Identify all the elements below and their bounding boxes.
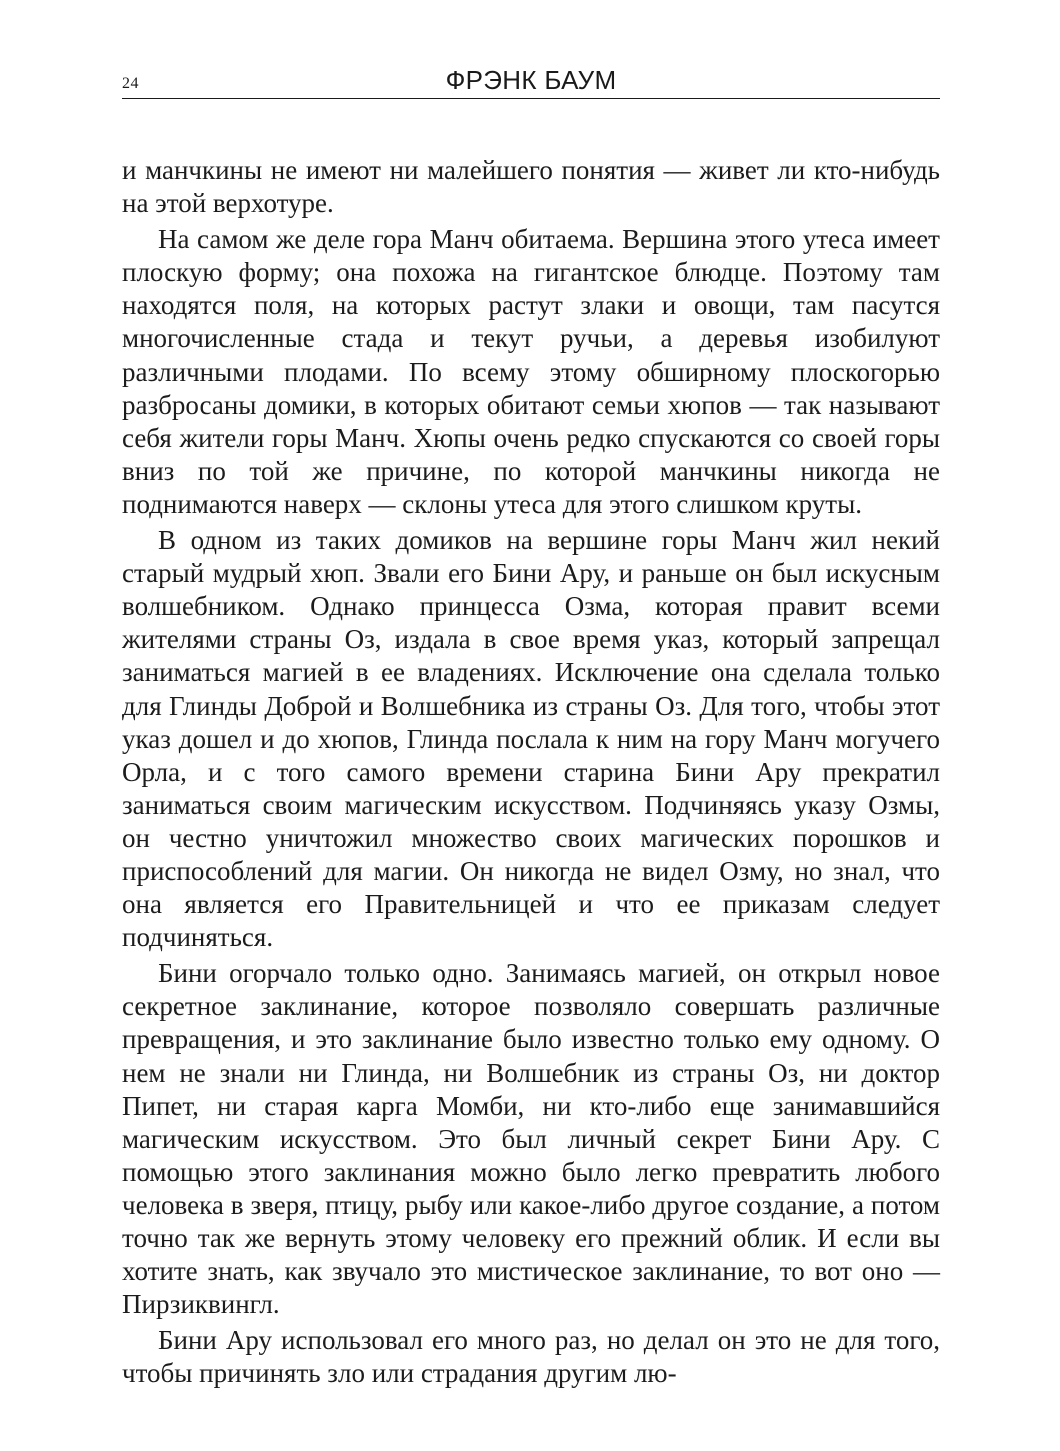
paragraph: Бини огорчало только одно. Занимаясь магией, он открыл новое секретное заклинание, которое позволяло совершать различные превращения, и это заклинание было известно только ему одному. О нем не знали ни Глинда, ни Волшебник из страны Оз, ни доктор Пипет, ни старая карга Момби, ни кто-либо еще занимавшийся магическим искусством. Это был личный секрет Бини Ару. С помощью этого заклинания можно было легко превратить любого человека в зверя, птицу, рыбу или какое-либо другое создание, а потом точно так же вернуть этому человеку его прежний облик. И если вы хотите знать, как звучало это мистическое заклинание, то вот оно — Пирзиквингл.: [122, 958, 940, 1320]
body-text: [122, 154, 940, 1390]
page-number: 24: [122, 75, 139, 92]
paragraph: Бини Ару использовал его много раз, но делал он это не для того, чтобы причинять зло или страдания другим лю-: [122, 1325, 940, 1389]
running-head-author: ФРЭНК БАУМ: [445, 65, 617, 95]
paragraph: В одном из таких домиков на вершине горы Манч жил некий старый мудрый хюп. Звали его Бини Ару, и раньше он был искусным волшебником. Однако принцесса Озма, которая правит всеми жителями страны Оз, издала в свое время указ, который запрещал заниматься магией в ее владениях. Исключение она сделала только для Глинды Доброй и Волшебника из страны Оз. Для того, чтобы этот указ дошел и до хюпов, Глинда послала к ним на гору Манч могучего Орла, и с того самого времени старина Бини Ару прекратил заниматься своим магическим искусством. Подчиняясь указу Озмы, он честно уничтожил множество своих магических порошков и приспособлений для магии. Он никогда не видел Озму, но знал, что она является его Правительницей и что ее приказам следует подчиняться.: [122, 525, 940, 953]
page-header: [122, 66, 940, 99]
paragraph: На самом же деле гора Манч обитаема. Вершина этого утеса имеет плоскую форму; она похожа на гигантское блюдце. Поэтому там находятся поля, на которых растут злаки и овощи, там пасутся многочисленные стада и текут ручьи, а деревья изобилуют различными плодами. По всему этому обширному плоскогорью разбросаны домики, в которых обитают семьи хюпов — так называют себя жители горы Манч. Хюпы очень редко спускаются со своей горы вниз по той же причине, по которой манчкины никогда не поднимаются наверх — склоны утеса для этого слишком круты.: [122, 224, 940, 519]
paragraph: и манчкины не имеют ни малейшего понятия — живет ли кто-нибудь на этой верхотуре.: [122, 155, 940, 219]
